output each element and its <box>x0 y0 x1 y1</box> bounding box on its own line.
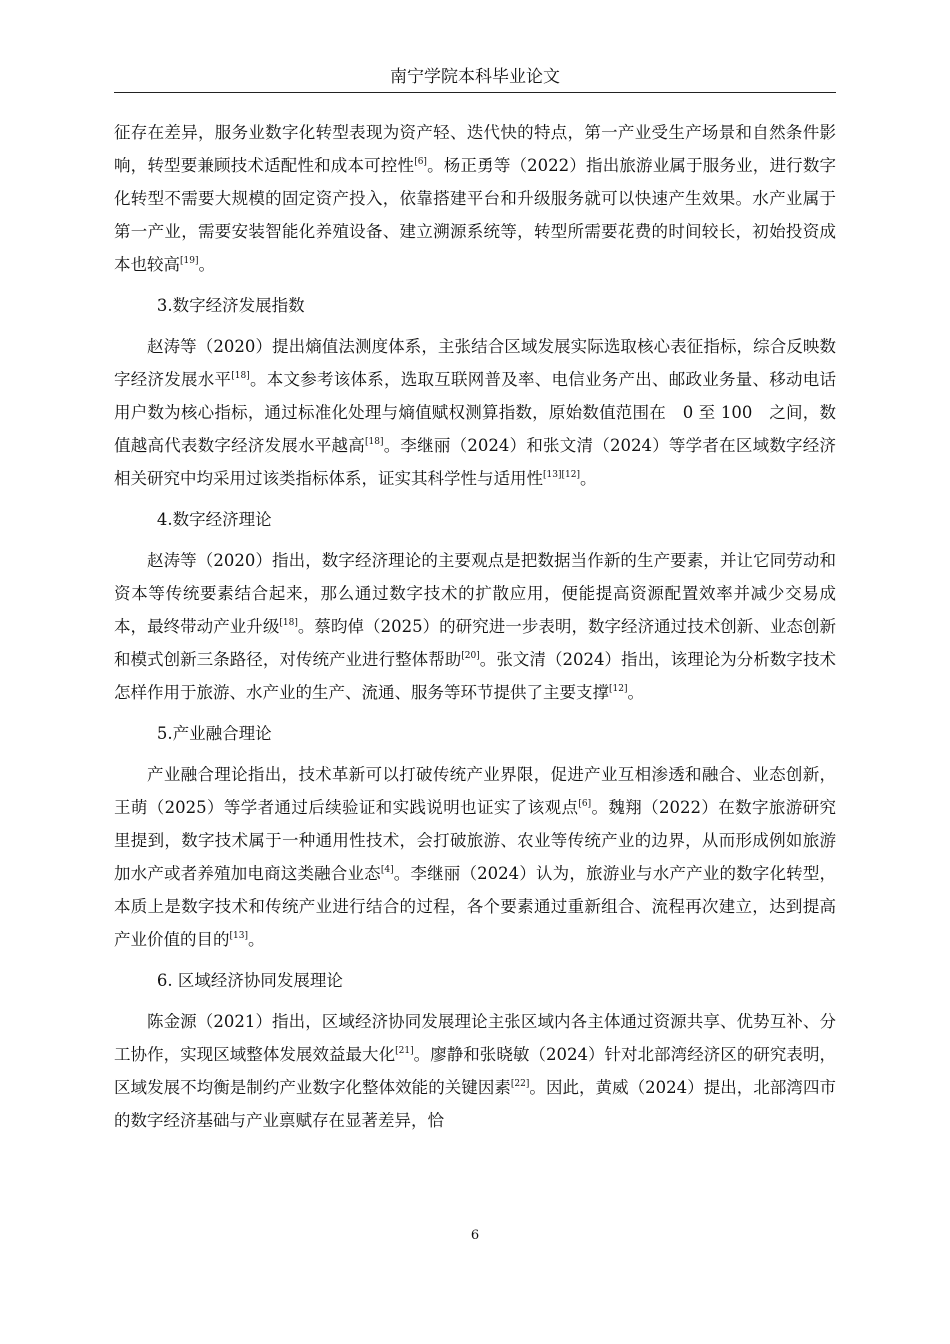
text-run: 。 <box>579 469 597 488</box>
section-heading: 3.数字经济发展指数 <box>156 296 305 315</box>
text-run: 。 <box>198 255 215 274</box>
body-paragraph <box>114 330 836 495</box>
citation-ref: [4] <box>380 865 394 875</box>
citation-ref: [13][12] <box>543 470 580 480</box>
citation-ref: [6] <box>578 799 592 809</box>
body-paragraph <box>114 116 836 281</box>
text-run: 。李继丽（2024）认为，旅游业与水产产业的数字化转型，本质上是数字技术和传统产业进行结合的过程，各个要素通过重新组合、流程再次建立，达到提高产业价值的目的 <box>114 864 837 949</box>
citation-ref: [12] <box>609 684 628 694</box>
citation-ref: [19] <box>180 256 199 266</box>
body-content <box>114 116 836 1137</box>
text-run: 。本文参考该体系，选取互联网普及率、电信业务产出、邮政业务量、移动电话用户数为核心指标，通过标准化处理与熵值赋权测算指数，原始数值范围在 0 至 100 之间，数值越高代表数字经济发展水平越高 <box>114 370 837 455</box>
citation-ref: [6] <box>414 157 427 167</box>
citation-ref: [20] <box>461 651 480 661</box>
text-run: 。杨正勇等（2022）指出旅游业属于服务业，进行数字化转型不需要大规模的固定资产投入，依靠搭建平台和升级服务就可以快速产生效果。水产业属于第一产业，需要安装智能化养殖设备、建立溯源系统等，转型所需要花费的时间较长，初始投资成本也较高 <box>114 156 836 274</box>
page-header: 南宁学院本科毕业论文 <box>114 64 836 93</box>
citation-ref: [22] <box>510 1079 530 1089</box>
text-run: 。因此，黄威（2024）提出，北部湾四市的数字经济基础与产业禀赋存在显著差异，恰 <box>114 1078 836 1130</box>
page-number: 6 <box>470 1228 480 1243</box>
text-run: 征存在差异，服务业数字化转型表现为资产轻、迭代快的特点，第一产业受生产场景和自然条件影响，转型要兼顾技术适配性和成本可控性 <box>114 123 836 175</box>
body-paragraph <box>114 1005 836 1137</box>
citation-ref: [18] <box>231 371 250 381</box>
text-run: 。张文清（2024）指出，该理论为分析数字技术怎样作用于旅游、水产业的生产、流通、服务等环节提供了主要支撑 <box>114 650 836 702</box>
citation-ref: [18] <box>364 437 384 447</box>
text-run: 。蔡昀倬（2025）的研究进一步表明，数字经济通过技术创新、业态创新和模式创新三条路径，对传统产业进行整体帮助 <box>114 617 836 669</box>
text-run: 。廖静和张晓敏（2024）针对北部湾经济区的研究表明，区域发展不均衡是制约产业数字化整体效能的关键因素 <box>114 1045 837 1097</box>
text-run: 。 <box>247 930 265 949</box>
citation-ref: [13] <box>229 931 248 941</box>
text-run: 赵涛等（2020）提出熵值法测度体系，主张结合区域发展实际选取核心表征指标，综合反映数字经济发展水平 <box>114 337 836 389</box>
citation-ref: [21] <box>395 1046 414 1056</box>
text-run: 产业融合理论指出，技术革新可以打破传统产业界限，促进产业互相渗透和融合、业态创新，王萌（2025）等学者通过后续验证和实践说明也证实了该观点 <box>114 765 836 817</box>
section-heading: 6. 区域经济协同发展理论 <box>156 971 343 990</box>
body-paragraph <box>114 544 836 709</box>
text-run: 。李继丽（2024）和张文清（2024）等学者在区域数字经济相关研究中均采用过该类指标体系，证实其科学性与适用性 <box>114 436 837 488</box>
citation-ref: [18] <box>279 618 298 628</box>
section-heading: 4.数字经济理论 <box>156 510 272 529</box>
text-run: 陈金源（2021）指出，区域经济协同发展理论主张区域内各主体通过资源共享、优势互补、分工协作，实现区域整体发展效益最大化 <box>114 1012 836 1064</box>
text-run: 。 <box>627 683 644 702</box>
text-run: 。魏翔（2022）在数字旅游研究里提到，数字技术属于一种通用性技术，会打破旅游、农业等传统产业的边界，从而形成例如旅游加水产或者养殖加电商这类融合业态 <box>114 798 836 883</box>
body-paragraph <box>114 758 836 956</box>
text-run: 赵涛等（2020）指出，数字经济理论的主要观点是把数据当作新的生产要素，并让它同劳动和资本等传统要素结合起来，那么通过数字技术的扩散应用，便能提高资源配置效率并减少交易成本，最终带动产业升级 <box>114 551 836 636</box>
section-heading: 5.产业融合理论 <box>156 724 272 743</box>
